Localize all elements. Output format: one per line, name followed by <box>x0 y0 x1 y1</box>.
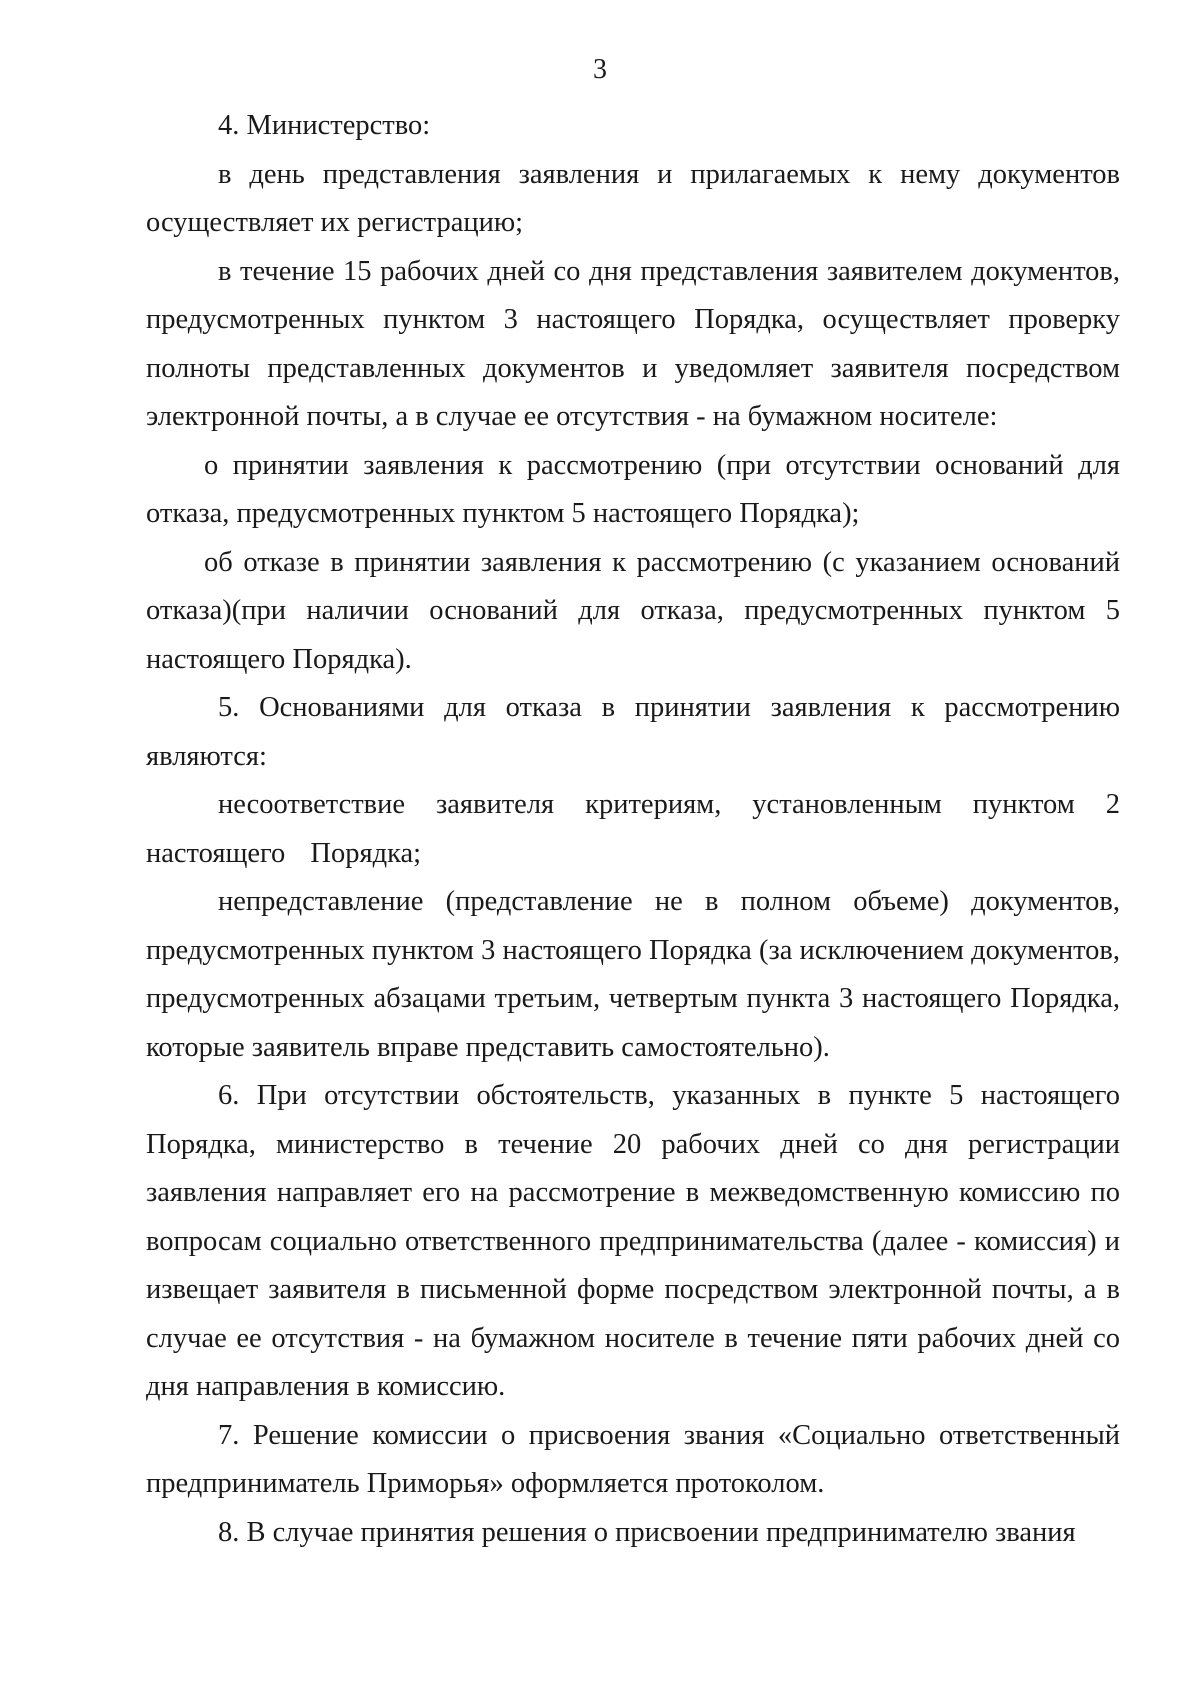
paragraph-section-5-grounds: 5. Основаниями для отказа в принятии заявления к рассмотрению являются: <box>146 692 1120 772</box>
paragraph-section-8-award: 8. В случае принятия решения о присвоении предпринимателю звания <box>218 1516 1076 1548</box>
paragraph-verification: в течение 15 рабочих дней со дня представления заявителем документов, предусмотренных пунктом 3 настоящего Порядка, осуществляет проверку полноты представленных документов и уведомляет заявителя посредством электронной почты, а в случае ее отсутствия - на бумажном носителе: <box>146 255 1120 432</box>
paragraph-criteria-mismatch: несоответствие заявителя критериям, установленным пунктом 2 настоящего Порядка; <box>146 789 1120 869</box>
document-body <box>146 102 1120 1557</box>
paragraph-missing-documents: непредставление (представление не в полном объеме) документов, предусмотренных пунктом 3 настоящего Порядка (за исключением документов, предусмотренных абзацами третьим, четвертым пункта 3 настоящего Порядка, которые заявитель вправе представить самостоятельно). <box>146 886 1120 1063</box>
paragraph-section-7-decision: 7. Решение комиссии о присвоения звания «Социально ответственный предприниматель Приморья» оформляется протоколом. <box>146 1419 1120 1499</box>
paragraph-refusal: об отказе в принятии заявления к рассмотрению (с указанием оснований отказа)(при наличии оснований для отказа, предусмотренных пунктом 5 настоящего Порядка). <box>146 546 1120 675</box>
paragraph-section-6-commission: 6. При отсутствии обстоятельств, указанных в пункте 5 настоящего Порядка, министерство в течение 20 рабочих дней со дня регистрации заявления направляет его на рассмотрение в межведомственную комиссию по вопросам социально ответственного предпринимательства (далее - комиссия) и извещает заявителя в письменной форме посредством электронной почты, а в случае ее отсутствия - на бумажном носителе в течение пяти рабочих дней со дня направления в комиссию. <box>146 1080 1120 1402</box>
paragraph-section-4-heading: 4. Министерство: <box>218 110 431 141</box>
paragraph-acceptance: о принятии заявления к рассмотрению (при отсутствии оснований для отказа, предусмотренных пунктом 5 настоящего Порядка); <box>146 449 1120 529</box>
paragraph-registration: в день представления заявления и прилагаемых к нему документов осуществляет их регистрацию; <box>146 158 1120 238</box>
page-number: 3 <box>593 54 607 85</box>
